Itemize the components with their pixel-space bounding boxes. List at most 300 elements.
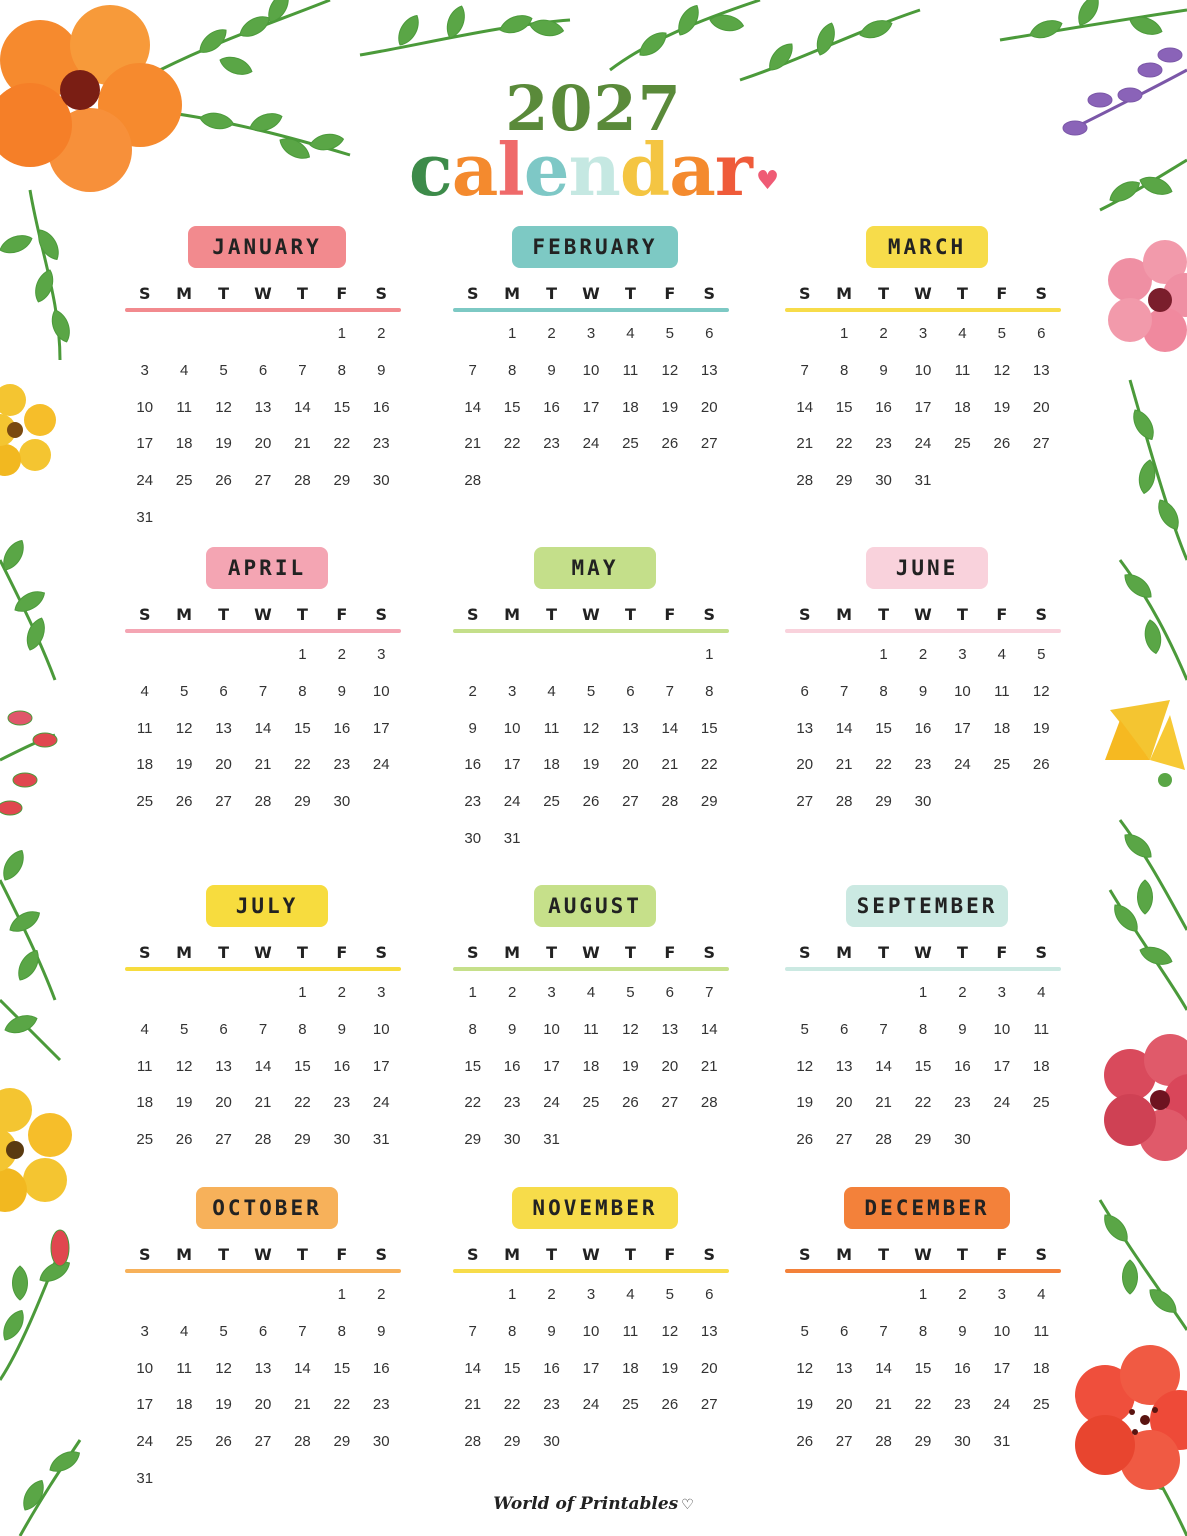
month-label: SEPTEMBER	[846, 885, 1008, 927]
day-cell: 6	[705, 325, 714, 342]
day-cell: 20	[1032, 398, 1050, 416]
weekday-label: F	[996, 284, 1008, 303]
day-cell: 21	[796, 435, 814, 453]
day-cell: 26	[582, 793, 600, 811]
weekday-label: S	[466, 1245, 479, 1264]
day-cell: 20	[835, 1094, 853, 1112]
day-cell: 25	[582, 1094, 600, 1112]
day-cell: 22	[333, 1396, 351, 1414]
weekday-label: S	[1035, 1245, 1048, 1264]
day-cell: 16	[333, 719, 351, 737]
day-cell: 14	[464, 398, 482, 416]
title-letter: l	[497, 127, 524, 212]
weekday-label: S	[375, 605, 388, 624]
day-cell: 29	[914, 1433, 932, 1451]
month-label: NOVEMBER	[512, 1187, 678, 1229]
day-cell: 10	[136, 1359, 154, 1377]
day-blank	[864, 981, 903, 1018]
weekday-label: F	[336, 284, 348, 303]
weekday-label: S	[798, 1245, 811, 1264]
day-cell: 28	[254, 1131, 272, 1149]
day-cell: 17	[993, 1057, 1011, 1075]
day-blank	[164, 322, 203, 359]
day-cell: 1	[337, 325, 347, 342]
weekday-label: S	[138, 605, 151, 624]
day-cell: 12	[175, 719, 193, 737]
day-cell: 11	[543, 719, 560, 737]
day-cell: 17	[372, 719, 390, 737]
day-cell: 19	[215, 435, 232, 453]
weekday-label: S	[375, 284, 388, 303]
day-cell: 9	[507, 1020, 517, 1038]
heart-icon: ♥	[755, 166, 779, 196]
weekday-label: F	[664, 1245, 676, 1264]
day-blank	[532, 643, 571, 680]
pink-flower-icon	[1108, 240, 1187, 352]
weekday-label: S	[375, 1245, 388, 1264]
day-cell: 5	[179, 1020, 189, 1038]
day-cell: 20	[215, 1094, 232, 1112]
day-cell: 25	[543, 793, 560, 811]
day-cell: 13	[622, 719, 639, 737]
day-cell: 13	[700, 1322, 718, 1340]
day-cell: 3	[140, 361, 149, 379]
heart-outline-icon: ♡	[681, 1497, 694, 1513]
day-cell: 27	[215, 1131, 232, 1149]
day-blank	[785, 322, 824, 359]
month-april	[125, 547, 401, 847]
day-cell: 23	[464, 793, 482, 811]
day-cell: 1	[839, 325, 849, 342]
day-cell: 4	[179, 1322, 189, 1340]
day-cell: 17	[136, 435, 154, 453]
day-cell: 2	[547, 325, 556, 342]
day-cell: 21	[700, 1057, 718, 1075]
day-cell: 25	[622, 435, 639, 453]
day-cell: 2	[337, 646, 347, 663]
day-cell: 27	[835, 1433, 853, 1451]
day-cell: 13	[215, 1057, 232, 1075]
weekday-label: T	[624, 284, 636, 303]
day-cell: 21	[254, 756, 272, 774]
weekday-header	[125, 1245, 401, 1264]
day-cell: 21	[661, 756, 679, 774]
month-rule	[125, 308, 401, 312]
title-word-letters	[409, 127, 752, 212]
day-cell: 26	[622, 1094, 639, 1112]
day-cell: 29	[503, 1433, 521, 1451]
day-cell: 8	[507, 361, 517, 379]
day-cell: 11	[176, 1359, 192, 1377]
day-cell: 7	[298, 361, 307, 379]
day-cell: 19	[993, 398, 1011, 416]
day-cell: 11	[583, 1020, 599, 1038]
day-cell: 15	[333, 398, 351, 416]
title-year: 2027	[505, 72, 682, 145]
day-cell: 1	[507, 1286, 517, 1303]
day-cell: 15	[464, 1057, 482, 1075]
day-cell: 4	[586, 984, 596, 1001]
day-cell: 18	[175, 435, 193, 453]
weekday-label: F	[664, 943, 676, 962]
day-grid	[453, 322, 729, 506]
day-cell: 9	[377, 361, 386, 379]
day-cell: 5	[800, 1322, 809, 1340]
day-cell: 5	[665, 1286, 675, 1303]
weekday-label: T	[296, 943, 308, 962]
day-cell: 20	[700, 1359, 718, 1377]
day-grid	[785, 981, 1061, 1165]
month-july	[125, 885, 401, 1185]
weekday-label: T	[296, 605, 308, 624]
day-cell: 15	[503, 398, 521, 416]
day-cell: 20	[215, 756, 232, 774]
day-cell: 11	[954, 361, 971, 379]
day-grid	[453, 1283, 729, 1467]
weekday-label: T	[218, 605, 230, 624]
weekday-label: M	[504, 943, 521, 962]
weekday-header	[453, 943, 729, 962]
title-letter: c	[408, 127, 452, 212]
day-cell: 19	[661, 398, 679, 416]
day-blank	[864, 1283, 903, 1320]
day-cell: 26	[661, 435, 679, 453]
red-flower-icon	[1104, 1034, 1187, 1161]
day-cell: 6	[219, 1020, 228, 1038]
day-cell: 29	[333, 472, 351, 490]
weekday-label: M	[176, 605, 193, 624]
day-cell: 12	[661, 361, 679, 379]
weekday-header	[785, 1245, 1061, 1264]
day-cell: 15	[835, 398, 853, 416]
day-cell: 21	[875, 1094, 892, 1112]
weekday-label: S	[138, 943, 151, 962]
title-word	[0, 127, 1187, 212]
day-cell: 5	[1037, 646, 1046, 663]
day-cell: 9	[918, 682, 928, 700]
day-cell: 11	[1033, 1020, 1050, 1038]
weekday-label: S	[466, 605, 479, 624]
day-cell: 12	[661, 1322, 679, 1340]
day-cell: 12	[582, 719, 600, 737]
day-cell: 17	[582, 398, 600, 416]
weekday-label: F	[336, 605, 348, 624]
day-cell: 17	[954, 719, 971, 737]
day-grid	[125, 643, 401, 827]
day-cell: 24	[914, 435, 932, 453]
month-label: DECEMBER	[844, 1187, 1010, 1229]
day-cell: 7	[800, 361, 809, 379]
day-cell: 13	[254, 398, 272, 416]
day-cell: 14	[796, 398, 814, 416]
day-cell: 22	[835, 435, 853, 453]
day-grid	[125, 981, 401, 1165]
day-cell: 16	[503, 1057, 521, 1075]
day-blank	[824, 981, 863, 1018]
day-cell: 13	[254, 1359, 272, 1377]
day-cell: 10	[914, 361, 932, 379]
day-cell: 14	[700, 1020, 718, 1038]
day-blank	[824, 643, 863, 680]
day-cell: 14	[294, 1359, 311, 1377]
day-cell: 19	[175, 756, 193, 774]
day-cell: 6	[626, 682, 635, 700]
day-cell: 12	[796, 1057, 814, 1075]
day-cell: 28	[661, 793, 679, 811]
day-grid	[453, 981, 729, 1165]
day-cell: 16	[543, 398, 560, 416]
day-cell: 30	[954, 1131, 971, 1149]
day-cell: 9	[337, 1020, 347, 1038]
day-blank	[283, 1283, 322, 1320]
day-cell: 12	[1032, 682, 1050, 700]
month-rule	[125, 1269, 401, 1273]
day-cell: 17	[136, 1396, 154, 1414]
day-cell: 5	[219, 361, 228, 379]
day-cell: 2	[958, 984, 967, 1001]
yellow-flower-icon	[0, 384, 56, 476]
day-cell: 17	[372, 1057, 390, 1075]
day-blank	[204, 643, 243, 680]
day-cell: 16	[543, 1359, 560, 1377]
title-letter: e	[523, 127, 569, 212]
day-cell: 30	[503, 1131, 521, 1149]
day-cell: 5	[219, 1322, 228, 1340]
day-blank	[125, 1283, 164, 1320]
brand-text: World of Printables	[493, 1494, 679, 1514]
day-cell: 9	[468, 719, 477, 737]
day-cell: 17	[993, 1359, 1011, 1377]
day-cell: 23	[333, 756, 351, 774]
day-cell: 10	[954, 682, 971, 700]
day-cell: 28	[294, 1433, 311, 1451]
weekday-header	[125, 284, 401, 303]
day-cell: 8	[337, 1322, 347, 1340]
day-cell: 14	[875, 1057, 892, 1075]
day-cell: 6	[800, 682, 809, 700]
day-cell: 25	[136, 793, 154, 811]
day-cell: 22	[700, 756, 718, 774]
day-cell: 23	[954, 1094, 971, 1112]
day-cell: 2	[337, 984, 347, 1001]
day-grid	[785, 1283, 1061, 1467]
weekday-label: S	[703, 605, 716, 624]
weekday-label: T	[546, 284, 558, 303]
day-cell: 29	[914, 1131, 932, 1149]
day-cell: 7	[258, 1020, 268, 1038]
weekday-label: S	[1035, 943, 1048, 962]
month-march	[785, 226, 1061, 526]
day-blank	[785, 1283, 824, 1320]
day-cell: 16	[333, 1057, 351, 1075]
day-cell: 22	[914, 1396, 932, 1414]
day-blank	[164, 643, 203, 680]
day-cell: 21	[464, 435, 482, 453]
day-cell: 21	[835, 756, 853, 774]
day-cell: 13	[1032, 361, 1050, 379]
day-cell: 8	[839, 361, 849, 379]
day-cell: 30	[875, 472, 892, 490]
month-rule	[785, 629, 1061, 633]
weekday-header	[453, 1245, 729, 1264]
weekday-label: T	[218, 1245, 230, 1264]
day-cell: 9	[958, 1020, 967, 1038]
day-cell: 30	[464, 829, 482, 847]
weekday-label: M	[176, 1245, 193, 1264]
day-cell: 4	[1037, 984, 1046, 1001]
day-cell: 25	[175, 1433, 193, 1451]
day-cell: 23	[372, 1396, 390, 1414]
day-cell: 7	[839, 682, 849, 700]
day-cell: 10	[372, 682, 390, 700]
month-may	[453, 547, 729, 847]
weekday-label: M	[176, 284, 193, 303]
weekday-label: S	[1035, 605, 1048, 624]
month-rule	[453, 967, 729, 971]
weekday-label: S	[703, 284, 716, 303]
month-label: JANUARY	[188, 226, 346, 268]
day-cell: 10	[993, 1020, 1011, 1038]
day-cell: 24	[582, 435, 600, 453]
day-cell: 1	[468, 984, 477, 1001]
day-cell: 26	[215, 1433, 232, 1451]
day-blank	[785, 981, 824, 1018]
day-cell: 23	[503, 1094, 521, 1112]
day-cell: 11	[136, 719, 153, 737]
day-blank	[125, 322, 164, 359]
day-cell: 28	[294, 472, 311, 490]
day-cell: 3	[958, 646, 967, 663]
day-cell: 30	[543, 1433, 560, 1451]
day-blank	[204, 981, 243, 1018]
day-cell: 2	[377, 325, 386, 342]
day-cell: 18	[136, 756, 154, 774]
day-cell: 21	[464, 1396, 482, 1414]
month-rule	[785, 308, 1061, 312]
weekday-label: T	[624, 605, 636, 624]
weekday-header	[785, 943, 1061, 962]
day-cell: 2	[507, 984, 517, 1001]
day-cell: 4	[140, 1020, 149, 1038]
month-label: APRIL	[206, 547, 328, 589]
day-cell: 6	[839, 1322, 849, 1340]
day-cell: 3	[918, 325, 928, 342]
day-cell: 27	[835, 1131, 853, 1149]
day-cell: 18	[954, 398, 971, 416]
weekday-label: S	[798, 605, 811, 624]
day-cell: 18	[622, 1359, 639, 1377]
day-cell: 28	[835, 793, 853, 811]
day-cell: 8	[298, 1020, 307, 1038]
day-cell: 11	[136, 1057, 153, 1075]
day-cell: 9	[547, 1322, 556, 1340]
day-blank	[824, 1283, 863, 1320]
day-cell: 3	[997, 1286, 1007, 1303]
weekday-label: T	[956, 605, 968, 624]
day-cell: 24	[543, 1094, 560, 1112]
title-letter: d	[619, 127, 670, 212]
weekday-label: T	[956, 284, 968, 303]
day-cell: 25	[954, 435, 971, 453]
day-cell: 18	[1032, 1057, 1050, 1075]
day-cell: 25	[622, 1396, 639, 1414]
day-cell: 13	[700, 361, 718, 379]
day-cell: 3	[586, 325, 596, 342]
day-cell: 15	[914, 1359, 932, 1377]
day-cell: 2	[918, 646, 928, 663]
day-cell: 25	[136, 1131, 154, 1149]
day-cell: 16	[954, 1359, 971, 1377]
day-cell: 8	[705, 682, 714, 700]
day-cell: 30	[372, 1433, 390, 1451]
day-grid	[125, 1283, 401, 1504]
day-cell: 26	[175, 793, 193, 811]
day-cell: 7	[879, 1322, 888, 1340]
day-cell: 11	[622, 361, 639, 379]
day-cell: 22	[333, 435, 351, 453]
day-cell: 8	[298, 682, 307, 700]
day-cell: 10	[503, 719, 521, 737]
day-cell: 16	[464, 756, 482, 774]
weekday-label: T	[296, 284, 308, 303]
day-cell: 29	[333, 1433, 351, 1451]
day-cell: 28	[875, 1433, 892, 1451]
day-cell: 7	[468, 361, 477, 379]
day-cell: 10	[582, 361, 600, 379]
weekday-label: T	[546, 943, 558, 962]
day-cell: 1	[918, 984, 928, 1001]
day-cell: 26	[993, 435, 1011, 453]
day-cell: 27	[1032, 435, 1050, 453]
day-cell: 7	[468, 1322, 477, 1340]
day-cell: 27	[700, 435, 718, 453]
day-cell: 18	[993, 719, 1011, 737]
day-cell: 26	[796, 1433, 814, 1451]
day-cell: 28	[254, 793, 272, 811]
day-cell: 19	[1032, 719, 1050, 737]
weekday-label: T	[878, 605, 890, 624]
day-cell: 28	[700, 1094, 718, 1112]
day-blank	[243, 322, 282, 359]
day-cell: 12	[622, 1020, 639, 1038]
weekday-label: S	[138, 1245, 151, 1264]
weekday-label: F	[336, 943, 348, 962]
day-cell: 18	[1032, 1359, 1050, 1377]
day-cell: 4	[1037, 1286, 1046, 1303]
day-cell: 20	[254, 1396, 272, 1414]
day-cell: 23	[875, 435, 892, 453]
day-cell: 25	[1032, 1094, 1050, 1112]
day-cell: 18	[543, 756, 560, 774]
title-letter: r	[714, 127, 752, 212]
day-cell: 14	[294, 398, 311, 416]
day-blank	[204, 322, 243, 359]
day-cell: 6	[665, 984, 675, 1001]
day-cell: 25	[175, 472, 193, 490]
day-cell: 26	[215, 472, 232, 490]
day-cell: 31	[503, 829, 521, 847]
day-cell: 22	[914, 1094, 932, 1112]
weekday-header	[785, 605, 1061, 624]
weekday-header	[125, 943, 401, 962]
day-cell: 17	[503, 756, 521, 774]
day-cell: 9	[377, 1322, 386, 1340]
weekday-label: M	[836, 284, 853, 303]
day-blank	[453, 322, 492, 359]
day-cell: 8	[918, 1020, 928, 1038]
day-cell: 14	[875, 1359, 892, 1377]
weekday-label: S	[798, 943, 811, 962]
